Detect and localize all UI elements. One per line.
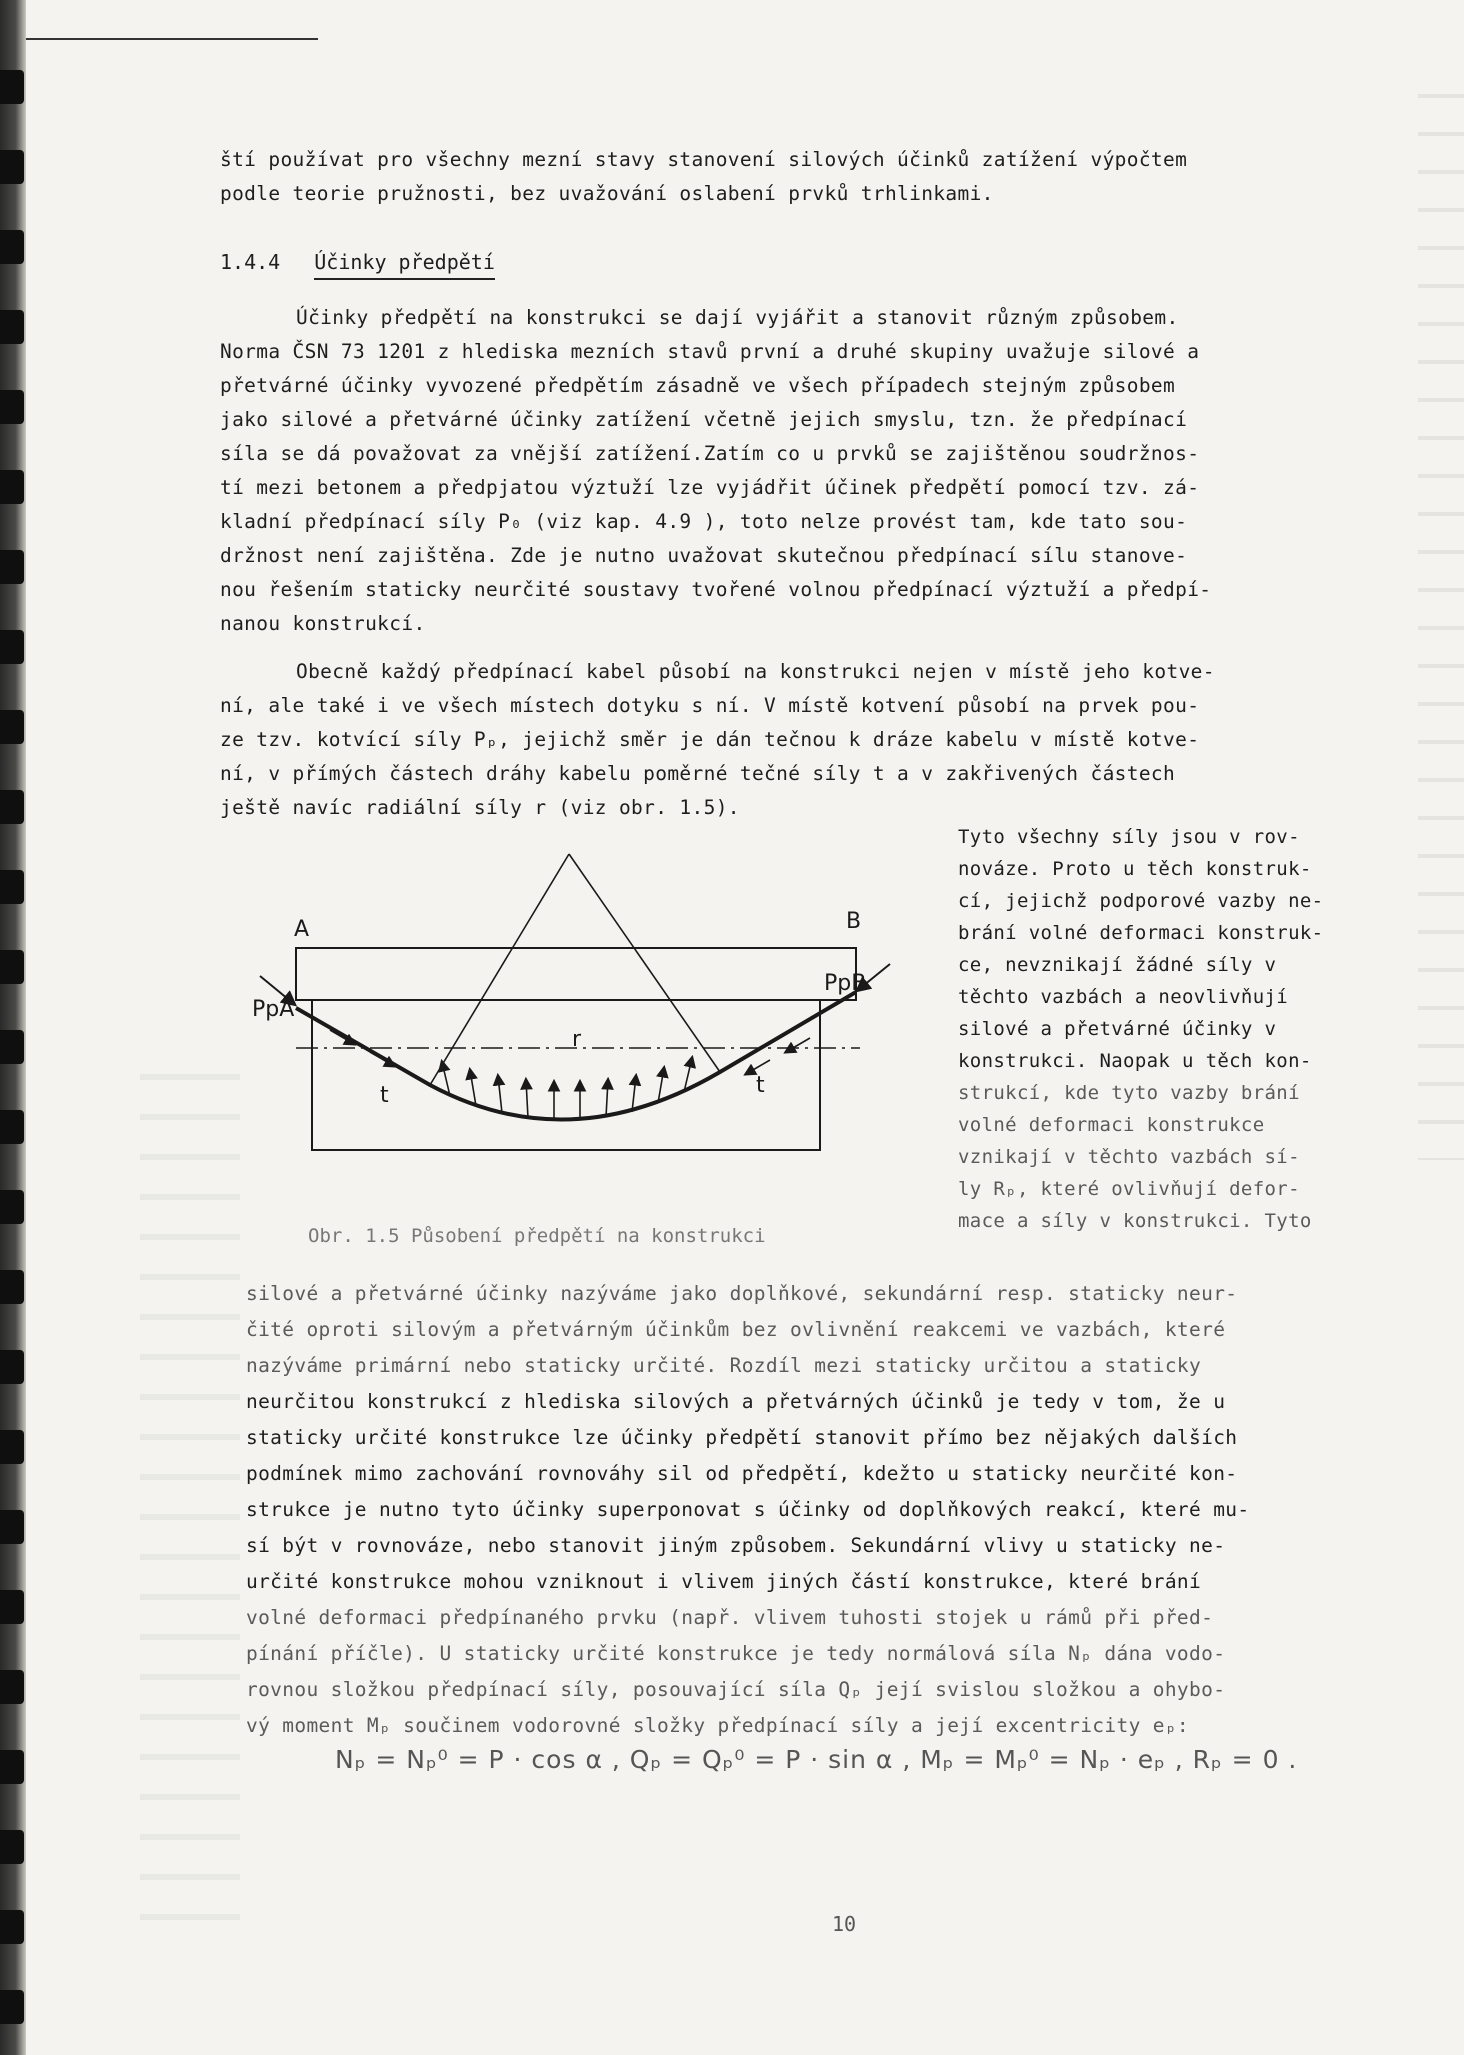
text-line: Obecně každý předpínací kabel působí na konstrukci nejen v místě jeho kotve- (296, 660, 1215, 683)
label-a: A (294, 917, 310, 942)
binding-ring (0, 870, 24, 904)
text-line: konstrukci. Naopak u těch kon- (958, 1050, 1312, 1072)
binding-ring (0, 390, 24, 424)
binding-ring (0, 1030, 24, 1064)
text-line: těchto vazbách a neovlivňují (958, 986, 1289, 1008)
binding-ring (0, 1190, 24, 1224)
tangent-force-arrow (370, 1052, 394, 1066)
text-line: přetvárné účinky vyvozené předpětím zásadně ve všech případech stejným způsobem (220, 374, 1176, 397)
binding-ring (0, 1830, 24, 1864)
text-line: ští používat pro všechny mezní stavy stanovení silových účinků zatížení výpočtem (220, 148, 1188, 171)
binding-ring (0, 1510, 24, 1544)
text-line: brání volné deformaci konstruk- (958, 922, 1324, 944)
binding-ring (0, 1670, 24, 1704)
binding-ring (0, 1430, 24, 1464)
text-line: Účinky předpětí na konstrukci se dají vyjářit a stanovit různým způsobem. (296, 306, 1179, 329)
binding-ring (0, 1590, 24, 1624)
text-line: ly Rₚ, které ovlivňují defor- (958, 1178, 1300, 1200)
formula-line: Nₚ = Nₚ⁰ = P · cos α , Qₚ = Qₚ⁰ = P · sin α , Mₚ = Mₚ⁰ = Nₚ · eₚ , Rₚ = 0 . (335, 1745, 1298, 1774)
binding-ring (0, 470, 24, 504)
label-t-left: t (380, 1083, 389, 1108)
tangent-force-arrow (786, 1038, 810, 1052)
text-line: pínání příčle). U staticky určité konstrukce je tedy normálová síla Nₚ dána vodo- (246, 1642, 1226, 1665)
text-line: nanou konstrukcí. (220, 612, 426, 635)
text-line: vznikají v těchto vazbách sí- (958, 1146, 1300, 1168)
page-number: 10 (832, 1912, 857, 1936)
text-line: ní, v přímých částech dráhy kabelu poměrné tečné síly t a v zakřivených částech (220, 762, 1176, 785)
text-line: ce, nevznikají žádné síly v (958, 954, 1277, 976)
beam-top-part (296, 948, 856, 1000)
binding-ring (0, 310, 24, 344)
radial-force-arrows (442, 1058, 692, 1120)
show-through-right (1418, 60, 1464, 1160)
binding-ring (0, 70, 24, 104)
label-t-right: t (756, 1073, 765, 1098)
text-line: nováze. Proto u těch konstruk- (958, 858, 1312, 880)
text-line: staticky určité konstrukce lze účinky předpětí stanovit přímo bez nějakých dalších (246, 1426, 1238, 1449)
text-line: silové a přetvárné účinky v (958, 1018, 1277, 1040)
binding-ring (0, 550, 24, 584)
text-line: vý moment Mₚ součinem vodorovné složky předpínací síly a její excentricity eₚ: (246, 1714, 1190, 1737)
text-line: ještě navíc radiální síly r (viz obr. 1.5). (220, 796, 740, 819)
label-b: B (846, 909, 862, 934)
text-line: strukce je nutno tyto účinky superponovat s účinky od doplňkových reakcí, které mu- (246, 1498, 1250, 1521)
spiral-binding (0, 0, 26, 2055)
text-line: čité oproti silovým a přetvárným účinkům bez ovlivnění reakcemi ve vazbách, které (246, 1318, 1226, 1341)
binding-ring (0, 1750, 24, 1784)
text-line: ní, ale také i ve všech místech dotyku s ní. V místě kotvení působí na prvek pou- (220, 694, 1200, 717)
binding-ring (0, 230, 24, 264)
text-line: volné deformaci předpínaného prvku (např. vlivem tuhosti stojek u rámů při před- (246, 1606, 1214, 1629)
text-line: kladní předpínací síly P₀ (viz kap. 4.9 ), toto nelze provést tam, kde tato sou- (220, 510, 1188, 533)
text-line: mace a síly v konstrukci. Tyto (958, 1210, 1312, 1232)
binding-ring (0, 1110, 24, 1144)
figure-caption: Obr. 1.5 Působení předpětí na konstrukci (308, 1225, 766, 1247)
text-line: rovnou složkou předpínací síly, posouvající síla Qₚ její svislou složkou a ohybo- (246, 1678, 1226, 1701)
label-ppb: PpB (824, 971, 867, 996)
text-line: neurčitou konstrukcí z hlediska silových a přetvárných účinků je tedy v tom, že u (246, 1390, 1226, 1413)
label-r: r (572, 1027, 582, 1052)
label-ppa: PpA (252, 997, 295, 1022)
text-line: držnost není zajištěna. Zde je nutno uvažovat skutečnou předpínací sílu stanove- (220, 544, 1188, 567)
text-line: volné deformaci konstrukce (958, 1114, 1265, 1136)
header-rule (26, 38, 318, 40)
beam-outline (312, 1000, 820, 1150)
figure-prestress-forces (250, 840, 910, 1210)
binding-ring (0, 1910, 24, 1944)
text-line: sí být v rovnováze, nebo stanovit jiným způsobem. Sekundární vlivy u staticky ne- (246, 1534, 1226, 1557)
section-title: Účinky předpětí (314, 250, 495, 280)
text-line: určité konstrukce mohou vzniknout i vlivem jiných částí konstrukce, které brání (246, 1570, 1202, 1593)
text-line: strukcí, kde tyto vazby brání (958, 1082, 1300, 1104)
text-line: síla se dá považovat za vnější zatížení.Zatím co u prvků se zajištěnou soudržnos- (220, 442, 1200, 465)
binding-ring (0, 950, 24, 984)
show-through-left (140, 1040, 240, 1940)
binding-ring (0, 710, 24, 744)
binding-ring (0, 1990, 24, 2024)
binding-ring (0, 150, 24, 184)
text-line: podmínek mimo zachování rovnováhy sil od předpětí, kdežto u staticky neurčité kon- (246, 1462, 1238, 1485)
section-heading (220, 250, 495, 274)
text-line: ze tzv. kotvící síly Pₚ, jejichž směr je dán tečnou k dráze kabelu v místě kotve- (220, 728, 1200, 751)
binding-ring (0, 1270, 24, 1304)
text-line: tí mezi betonem a předpjatou výztuží lze vyjádřit účinek předpětí pomocí tzv. zá- (220, 476, 1200, 499)
text-line: cí, jejichž podporové vazby ne- (958, 890, 1324, 912)
tangent-force-arrow (746, 1060, 770, 1074)
section-number: 1.4.4 (220, 250, 281, 274)
text-line: silové a přetvárné účinky nazýváme jako doplňkové, sekundární resp. staticky neur- (246, 1282, 1238, 1305)
binding-ring (0, 1350, 24, 1384)
text-line: nazýváme primární nebo staticky určité. Rozdíl mezi staticky určitou a staticky (246, 1354, 1202, 1377)
text-line: Tyto všechny síly jsou v rov- (958, 826, 1300, 848)
text-line: nou řešením staticky neurčité soustavy tvořené volnou předpínací výztuží a předpí- (220, 578, 1212, 601)
text-line: Norma ČSN 73 1201 z hlediska mezních stavů první a druhé skupiny uvažuje silové a (220, 340, 1200, 363)
text-line: jako silové a přetvárné účinky zatížení včetně jejich smyslu, tzn. že předpínací (220, 408, 1188, 431)
binding-ring (0, 790, 24, 824)
text-line: podle teorie pružnosti, bez uvažování oslabení prvků trhlinkami. (220, 182, 994, 205)
binding-ring (0, 630, 24, 664)
